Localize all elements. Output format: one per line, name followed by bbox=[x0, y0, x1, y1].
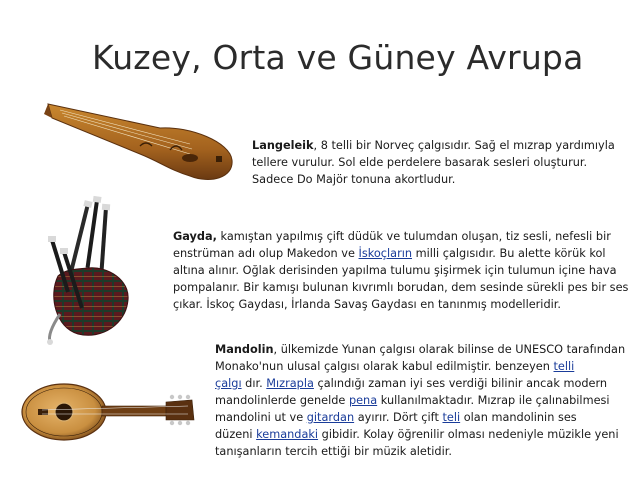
link-gitardan[interactable]: gitardan bbox=[306, 411, 355, 424]
link-iskoclarin[interactable]: İskoçların bbox=[358, 247, 413, 260]
link-pena[interactable]: pena bbox=[348, 394, 378, 407]
gayda-name: Gayda, bbox=[173, 230, 217, 243]
link-telli[interactable]: telli bbox=[553, 360, 575, 373]
mandolin-name: Mandolin bbox=[215, 343, 274, 356]
langeleik-name: Langeleik bbox=[252, 139, 314, 152]
link-teli[interactable]: teli bbox=[442, 411, 461, 424]
gayda-image bbox=[38, 196, 148, 346]
langeleik-description: Langeleik, 8 telli bir Norveç çalgısıdır. Sağ el mızrap yardımıyla tellere vurulur. Sol elde perdelere basarak sesleri oluşturur. Sadece Do Majör tonuna akortludur. bbox=[252, 139, 615, 186]
langeleik-image bbox=[40, 92, 240, 192]
mandolin-description: Mandolin, ülkemizde Yunan çalgısı olarak bilinse de UNESCO tarafından Monako'nun ulusal çalgısı olarak kabul edilmiştir. benzeyen telli çalgı dır. Mızrapla çalındığı zaman iyi ses verdiği bilinir ancak modern mandolinlerde genelde pena kullanılmaktadır. Mızrap ile çalınabilmesi mandolini ut ve gitardan ayırır. Dört çift teli olan mandolinin ses düzeni kemandaki gibidir. Kolay öğrenilir olması nedeniyle müzikle yeni tanışanların tercih ettiği bir müzik aletidir. bbox=[215, 343, 626, 458]
link-mizrapla[interactable]: Mızrapla bbox=[266, 377, 314, 390]
link-kemandaki[interactable]: kemandaki bbox=[256, 428, 319, 441]
link-calgi[interactable]: çalgı bbox=[215, 377, 242, 390]
gayda-description: Gayda, kamıştan yapılmış çift düdük ve tulumdan oluşan, tiz sesli, nefesli bir enstrüman adı olup Makedon ve İskoçların milli çalgısıdır. Bu alette körük kol altına alınır. Oğlak derisinden yapılma tulumu şişirmek için tulumun içine hava pompalanır. Bir kamışı bulunan kıvrımlı borudan, dem sesinde sürekli pes bir ses çıkar. İskoç Gaydası, İrlanda Savaş Gaydası en tanınmış modelleridir. bbox=[173, 230, 629, 311]
slide-title: Kuzey, Orta ve Güney Avrupa bbox=[92, 38, 584, 77]
mandolin-image bbox=[18, 378, 198, 448]
